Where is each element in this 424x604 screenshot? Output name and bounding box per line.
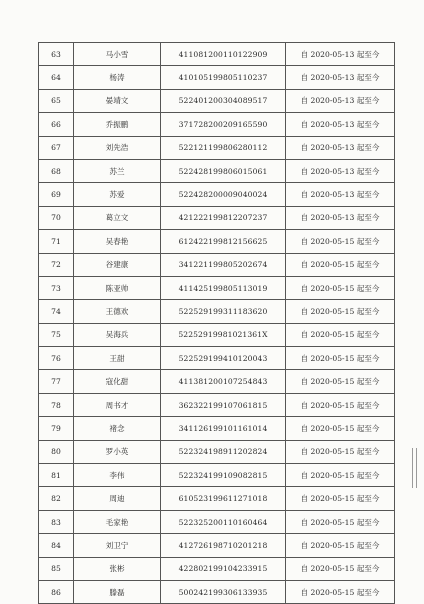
scan-edge-mark bbox=[412, 448, 418, 488]
row-number: 72 bbox=[39, 253, 74, 276]
row-number: 71 bbox=[39, 230, 74, 253]
start-date: 自 2020-05-15 起至今 bbox=[286, 370, 395, 393]
person-name: 王德欢 bbox=[74, 300, 161, 323]
records-table-body bbox=[39, 43, 395, 604]
row-number: 80 bbox=[39, 440, 74, 463]
start-date: 自 2020-05-15 起至今 bbox=[286, 510, 395, 533]
start-date: 自 2020-05-13 起至今 bbox=[286, 89, 395, 112]
person-name: 晏靖文 bbox=[74, 89, 161, 112]
id-number: 522325200110160464 bbox=[161, 510, 286, 533]
person-name: 王甜 bbox=[74, 347, 161, 370]
table-row bbox=[39, 534, 395, 557]
row-number: 82 bbox=[39, 487, 74, 510]
table-row bbox=[39, 300, 395, 323]
table-row bbox=[39, 440, 395, 463]
table-row bbox=[39, 393, 395, 416]
person-name: 马小雪 bbox=[74, 43, 161, 66]
start-date: 自 2020-05-15 起至今 bbox=[286, 347, 395, 370]
table-row bbox=[39, 370, 395, 393]
table-row bbox=[39, 113, 395, 136]
table-row bbox=[39, 510, 395, 533]
start-date: 自 2020-05-13 起至今 bbox=[286, 136, 395, 159]
table-row bbox=[39, 136, 395, 159]
id-number: 522529199311183620 bbox=[161, 300, 286, 323]
id-number: 522428199806015061 bbox=[161, 159, 286, 182]
id-number: 500242199306133935 bbox=[161, 580, 286, 603]
row-number: 69 bbox=[39, 183, 74, 206]
id-number: 421222199812207237 bbox=[161, 206, 286, 229]
table-row bbox=[39, 206, 395, 229]
id-number: 610523199611271018 bbox=[161, 487, 286, 510]
row-number: 83 bbox=[39, 510, 74, 533]
id-number: 371728200209165590 bbox=[161, 113, 286, 136]
person-name: 李伟 bbox=[74, 464, 161, 487]
table-row bbox=[39, 43, 395, 66]
start-date: 自 2020-05-15 起至今 bbox=[286, 417, 395, 440]
person-name: 杨涛 bbox=[74, 66, 161, 89]
id-number: 522529199410120043 bbox=[161, 347, 286, 370]
row-number: 64 bbox=[39, 66, 74, 89]
id-number: 341221199805202674 bbox=[161, 253, 286, 276]
start-date: 自 2020-05-15 起至今 bbox=[286, 300, 395, 323]
row-number: 67 bbox=[39, 136, 74, 159]
table-row bbox=[39, 323, 395, 346]
table-row bbox=[39, 347, 395, 370]
row-number: 85 bbox=[39, 557, 74, 580]
row-number: 76 bbox=[39, 347, 74, 370]
id-number: 412726198710201218 bbox=[161, 534, 286, 557]
row-number: 74 bbox=[39, 300, 74, 323]
id-number: 522401200304089517 bbox=[161, 89, 286, 112]
row-number: 66 bbox=[39, 113, 74, 136]
row-number: 65 bbox=[39, 89, 74, 112]
table-row bbox=[39, 159, 395, 182]
id-number: 522324199109082815 bbox=[161, 464, 286, 487]
person-name: 寇化甜 bbox=[74, 370, 161, 393]
start-date: 自 2020-05-15 起至今 bbox=[286, 276, 395, 299]
start-date: 自 2020-05-15 起至今 bbox=[286, 534, 395, 557]
row-number: 81 bbox=[39, 464, 74, 487]
start-date: 自 2020-05-15 起至今 bbox=[286, 253, 395, 276]
start-date: 自 2020-05-15 起至今 bbox=[286, 464, 395, 487]
person-name: 吴春艳 bbox=[74, 230, 161, 253]
row-number: 78 bbox=[39, 393, 74, 416]
start-date: 自 2020-05-15 起至今 bbox=[286, 487, 395, 510]
id-number: 52252919981021361X bbox=[161, 323, 286, 346]
table-row bbox=[39, 580, 395, 603]
table-row bbox=[39, 417, 395, 440]
person-name: 罗小英 bbox=[74, 440, 161, 463]
table-row bbox=[39, 230, 395, 253]
person-name: 张彬 bbox=[74, 557, 161, 580]
id-number: 362322199107061815 bbox=[161, 393, 286, 416]
start-date: 自 2020-05-13 起至今 bbox=[286, 113, 395, 136]
person-name: 苏兰 bbox=[74, 159, 161, 182]
row-number: 75 bbox=[39, 323, 74, 346]
start-date: 自 2020-05-15 起至今 bbox=[286, 580, 395, 603]
row-number: 84 bbox=[39, 534, 74, 557]
start-date: 自 2020-05-13 起至今 bbox=[286, 183, 395, 206]
person-name: 滕磊 bbox=[74, 580, 161, 603]
person-name: 刘先浩 bbox=[74, 136, 161, 159]
table-row bbox=[39, 66, 395, 89]
table-row bbox=[39, 253, 395, 276]
table-row bbox=[39, 464, 395, 487]
table-row bbox=[39, 557, 395, 580]
row-number: 63 bbox=[39, 43, 74, 66]
table-row bbox=[39, 183, 395, 206]
row-number: 77 bbox=[39, 370, 74, 393]
person-name: 谷建康 bbox=[74, 253, 161, 276]
row-number: 79 bbox=[39, 417, 74, 440]
row-number: 70 bbox=[39, 206, 74, 229]
start-date: 自 2020-05-15 起至今 bbox=[286, 230, 395, 253]
id-number: 522121199806280112 bbox=[161, 136, 286, 159]
id-number: 411081200110122909 bbox=[161, 43, 286, 66]
start-date: 自 2020-05-13 起至今 bbox=[286, 206, 395, 229]
records-table bbox=[38, 42, 395, 604]
id-number: 422802199104233915 bbox=[161, 557, 286, 580]
id-number: 411425199805113019 bbox=[161, 276, 286, 299]
person-name: 吴海兵 bbox=[74, 323, 161, 346]
start-date: 自 2020-05-15 起至今 bbox=[286, 323, 395, 346]
row-number: 68 bbox=[39, 159, 74, 182]
person-name: 乔振鹏 bbox=[74, 113, 161, 136]
table-row bbox=[39, 89, 395, 112]
id-number: 612422199812156625 bbox=[161, 230, 286, 253]
start-date: 自 2020-05-15 起至今 bbox=[286, 557, 395, 580]
start-date: 自 2020-05-13 起至今 bbox=[286, 66, 395, 89]
id-number: 410105199805110237 bbox=[161, 66, 286, 89]
row-number: 73 bbox=[39, 276, 74, 299]
start-date: 自 2020-05-15 起至今 bbox=[286, 440, 395, 463]
id-number: 341126199101161014 bbox=[161, 417, 286, 440]
person-name: 陈亚帅 bbox=[74, 276, 161, 299]
id-number: 522428200009040024 bbox=[161, 183, 286, 206]
id-number: 522324198911202824 bbox=[161, 440, 286, 463]
table-row bbox=[39, 487, 395, 510]
person-name: 周迪 bbox=[74, 487, 161, 510]
start-date: 自 2020-05-13 起至今 bbox=[286, 159, 395, 182]
person-name: 苏爱 bbox=[74, 183, 161, 206]
row-number: 86 bbox=[39, 580, 74, 603]
person-name: 毛家艳 bbox=[74, 510, 161, 533]
table-row bbox=[39, 276, 395, 299]
start-date: 自 2020-05-15 起至今 bbox=[286, 393, 395, 416]
person-name: 周书才 bbox=[74, 393, 161, 416]
person-name: 葛立文 bbox=[74, 206, 161, 229]
id-number: 411381200107254843 bbox=[161, 370, 286, 393]
person-name: 褚念 bbox=[74, 417, 161, 440]
start-date: 自 2020-05-13 起至今 bbox=[286, 43, 395, 66]
person-name: 刘卫宁 bbox=[74, 534, 161, 557]
